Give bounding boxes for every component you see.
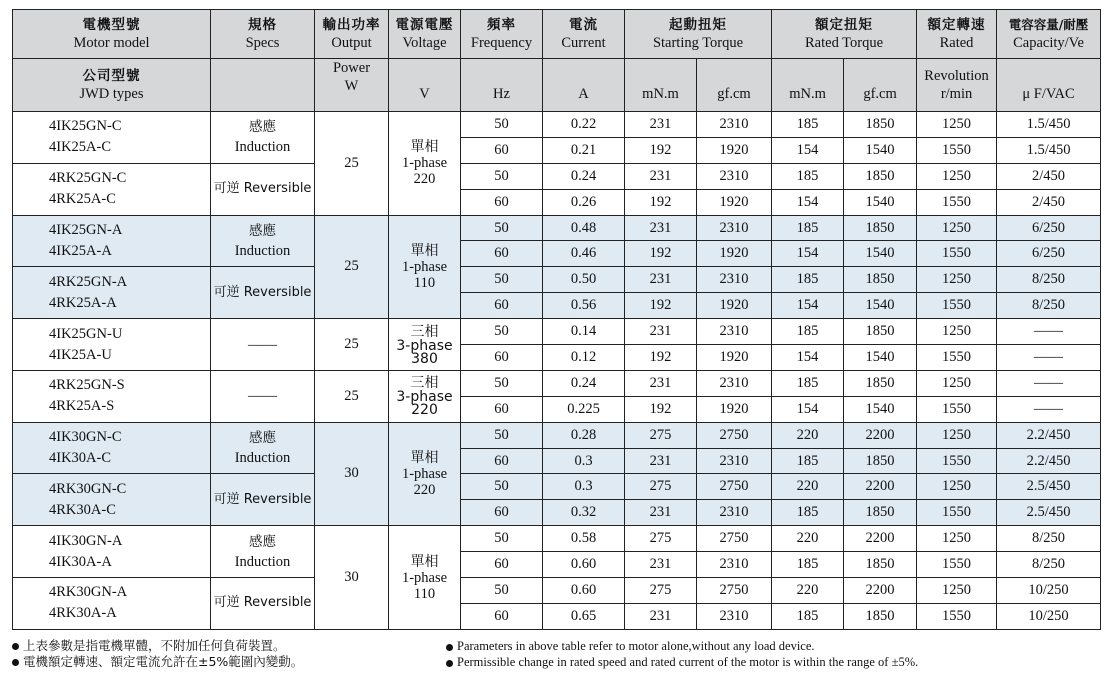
capacity-cell: 8/250: [997, 552, 1101, 578]
rated-speed-cell: 1550: [917, 345, 997, 371]
rated-speed-cell: 1550: [917, 241, 997, 267]
voltage-cn: 三相: [410, 375, 439, 392]
header-specs: 規格 Specs: [211, 10, 315, 59]
frequency-cell: 60: [461, 448, 543, 474]
header-voltage: 電源電壓 Voltage: [389, 10, 461, 59]
note-item: Permissible change in rated speed and rated current of the motor is within the range of ±5%.: [446, 654, 918, 670]
frequency-cell: 50: [461, 112, 543, 138]
capacity-cell: 10/250: [997, 603, 1101, 629]
frequency-cell: 60: [461, 137, 543, 163]
table-row: [13, 163, 1101, 189]
spec-dash: ——: [248, 336, 277, 353]
spec-cn: 感應: [249, 430, 276, 447]
rated-speed-cell: 1550: [917, 396, 997, 422]
frequency-cell: 50: [461, 370, 543, 396]
rated-speed-cell: 1550: [917, 552, 997, 578]
starting-torque-mnm-cell: 231: [625, 370, 697, 396]
rated-torque-gfcm-cell: 2200: [844, 474, 917, 500]
voltage-phase: 1-phase: [401, 569, 448, 586]
spec-en: Induction: [234, 450, 291, 467]
frequency-cell: 50: [461, 474, 543, 500]
rated-torque-mnm-cell: 220: [772, 578, 844, 604]
frequency-cell: 60: [461, 552, 543, 578]
current-cell: 0.3: [543, 474, 625, 500]
power-value: 25: [344, 258, 359, 275]
power-value: 25: [344, 387, 359, 404]
model-name: 4RK25A-C: [49, 191, 116, 208]
frequency-cell: 60: [461, 500, 543, 526]
current-cell: 0.14: [543, 319, 625, 345]
frequency-cell: 50: [461, 267, 543, 293]
current-cell: 0.24: [543, 163, 625, 189]
rated-speed-cell: 1550: [917, 189, 997, 215]
voltage-cn: 單相: [410, 242, 439, 259]
header-current-unit: A: [543, 59, 625, 112]
starting-torque-mnm-cell: 231: [625, 163, 697, 189]
rated-torque-gfcm-cell: 1540: [844, 189, 917, 215]
capacity-cell: 2.2/450: [997, 448, 1101, 474]
model-name: 4IK30GN-A: [49, 532, 123, 549]
frequency-cell: 60: [461, 603, 543, 629]
rated-torque-mnm-cell: 185: [772, 603, 844, 629]
current-cell: 0.60: [543, 578, 625, 604]
starting-torque-gfcm-cell: 2310: [697, 319, 772, 345]
notes-chinese: [12, 638, 303, 670]
header-speed-unit: Revolution r/min: [917, 59, 997, 112]
rated-speed-cell: 1550: [917, 603, 997, 629]
current-cell: 0.50: [543, 267, 625, 293]
current-cell: 0.24: [543, 370, 625, 396]
model-name: 4RK30A-C: [49, 501, 116, 518]
table-row: [13, 370, 1101, 396]
starting-torque-gfcm-cell: 2750: [697, 474, 772, 500]
model-name: 4RK25A-A: [49, 294, 117, 311]
power-cell: [315, 319, 389, 371]
spec-dash: ——: [248, 388, 277, 405]
rated-speed-cell: 1550: [917, 448, 997, 474]
starting-torque-mnm-cell: 275: [625, 578, 697, 604]
current-cell: 0.60: [543, 552, 625, 578]
capacity-cell: 2.5/450: [997, 500, 1101, 526]
starting-torque-mnm-cell: 231: [625, 448, 697, 474]
voltage-phase: 1-phase: [401, 258, 448, 275]
spec-cell: [211, 267, 315, 319]
rated-torque-gfcm-cell: 1850: [844, 370, 917, 396]
current-cell: 0.48: [543, 215, 625, 241]
power-value: 30: [344, 569, 359, 586]
starting-torque-mnm-cell: 192: [625, 345, 697, 371]
rated-torque-gfcm-cell: 1850: [844, 500, 917, 526]
current-cell: 0.26: [543, 189, 625, 215]
table-row: [13, 422, 1101, 448]
header-rated-torque: 額定扭矩 Rated Torque: [772, 10, 917, 59]
spec-cell: [211, 370, 315, 422]
capacity-cell: ——: [997, 319, 1101, 345]
spec-cell: [211, 215, 315, 267]
rated-speed-cell: 1550: [917, 293, 997, 319]
rated-torque-gfcm-cell: 1850: [844, 319, 917, 345]
starting-torque-mnm-cell: 231: [625, 500, 697, 526]
current-cell: 0.21: [543, 137, 625, 163]
rated-torque-mnm-cell: 185: [772, 112, 844, 138]
rated-torque-gfcm-cell: 1540: [844, 293, 917, 319]
frequency-cell: 50: [461, 163, 543, 189]
model-cell: [13, 578, 211, 630]
header-model: 電機型號 Motor model: [13, 10, 211, 59]
rated-torque-gfcm-cell: 2200: [844, 422, 917, 448]
current-cell: 0.46: [543, 241, 625, 267]
rated-speed-cell: 1250: [917, 215, 997, 241]
starting-torque-mnm-cell: 231: [625, 112, 697, 138]
model-cell: [13, 370, 211, 422]
starting-torque-mnm-cell: 231: [625, 215, 697, 241]
model-name: 4IK25GN-C: [49, 118, 122, 135]
rated-torque-mnm-cell: 154: [772, 137, 844, 163]
spec-en: Induction: [234, 139, 291, 156]
rated-torque-mnm-cell: 154: [772, 396, 844, 422]
starting-torque-mnm-cell: 192: [625, 241, 697, 267]
voltage-cell: [389, 215, 461, 319]
starting-torque-gfcm-cell: 2310: [697, 552, 772, 578]
note-item: 電機額定轉速、額定電流允許在±5%範圍內變動。: [12, 654, 303, 670]
spec-reversible: 可逆 Reversible: [213, 595, 312, 611]
starting-torque-gfcm-cell: 1920: [697, 241, 772, 267]
spec-en: Induction: [234, 242, 291, 259]
spec-reversible: 可逆 Reversible: [213, 491, 312, 507]
voltage-value: 110: [413, 274, 436, 291]
spec-cell: [211, 319, 315, 371]
capacity-cell: 2/450: [997, 163, 1101, 189]
starting-torque-gfcm-cell: 2750: [697, 526, 772, 552]
capacity-cell: 6/250: [997, 215, 1101, 241]
header-frequency-unit: Hz: [461, 59, 543, 112]
spec-reversible: 可逆 Reversible: [213, 181, 312, 197]
rated-torque-gfcm-cell: 1850: [844, 603, 917, 629]
frequency-cell: 50: [461, 422, 543, 448]
frequency-cell: 60: [461, 189, 543, 215]
header-capacity-unit: μ F/VAC: [997, 59, 1101, 112]
header-starting-unit-mnm: mN.m: [625, 59, 697, 112]
starting-torque-mnm-cell: 192: [625, 293, 697, 319]
rated-torque-mnm-cell: 154: [772, 189, 844, 215]
current-cell: 0.56: [543, 293, 625, 319]
voltage-value: 220: [413, 481, 436, 498]
header-company: 公司型號 JWD types: [13, 59, 211, 112]
frequency-cell: 60: [461, 345, 543, 371]
starting-torque-mnm-cell: 275: [625, 526, 697, 552]
model-name: 4IK30A-A: [49, 553, 112, 570]
starting-torque-mnm-cell: 192: [625, 396, 697, 422]
rated-torque-gfcm-cell: 1540: [844, 345, 917, 371]
starting-torque-gfcm-cell: 2750: [697, 422, 772, 448]
rated-torque-mnm-cell: 185: [772, 163, 844, 189]
header-rated-unit-gfcm: gf.cm: [844, 59, 917, 112]
model-name: 4IK30A-C: [49, 450, 112, 467]
starting-torque-gfcm-cell: 2310: [697, 215, 772, 241]
current-cell: 0.12: [543, 345, 625, 371]
current-cell: 0.65: [543, 603, 625, 629]
model-name: 4RK25GN-S: [49, 377, 125, 394]
table-row: [13, 526, 1101, 552]
rated-speed-cell: 1550: [917, 500, 997, 526]
capacity-cell: 8/250: [997, 267, 1101, 293]
voltage-phase: 3-phase: [396, 337, 453, 354]
frequency-cell: 50: [461, 578, 543, 604]
voltage-cn: 單相: [410, 553, 439, 570]
starting-torque-gfcm-cell: 1920: [697, 293, 772, 319]
starting-torque-mnm-cell: 231: [625, 267, 697, 293]
rated-torque-gfcm-cell: 1850: [844, 215, 917, 241]
table-row: [13, 319, 1101, 345]
starting-torque-gfcm-cell: 2310: [697, 500, 772, 526]
rated-torque-mnm-cell: 220: [772, 526, 844, 552]
voltage-value: 380: [411, 350, 438, 367]
header-starting-torque: 起動扭矩 Starting Torque: [625, 10, 772, 59]
rated-torque-mnm-cell: 220: [772, 474, 844, 500]
bullet-icon: [12, 643, 19, 650]
starting-torque-gfcm-cell: 1920: [697, 189, 772, 215]
table-header: [13, 10, 1101, 112]
frequency-cell: 60: [461, 241, 543, 267]
rated-torque-gfcm-cell: 1850: [844, 448, 917, 474]
current-cell: 0.22: [543, 112, 625, 138]
motor-spec-table: [12, 9, 1101, 630]
model-name: 4RK25A-S: [49, 398, 115, 415]
voltage-cn: 單相: [410, 449, 439, 466]
voltage-phase: 1-phase: [401, 155, 448, 172]
rated-torque-mnm-cell: 185: [772, 448, 844, 474]
rated-torque-gfcm-cell: 1850: [844, 163, 917, 189]
current-cell: 0.3: [543, 448, 625, 474]
starting-torque-gfcm-cell: 2310: [697, 603, 772, 629]
rated-torque-gfcm-cell: 1850: [844, 552, 917, 578]
rated-torque-mnm-cell: 154: [772, 241, 844, 267]
capacity-cell: 2.2/450: [997, 422, 1101, 448]
bullet-icon: [446, 644, 453, 651]
rated-torque-mnm-cell: 185: [772, 215, 844, 241]
capacity-cell: 2/450: [997, 189, 1101, 215]
starting-torque-mnm-cell: 231: [625, 319, 697, 345]
voltage-cn: 三相: [410, 323, 439, 340]
model-cell: [13, 319, 211, 371]
starting-torque-mnm-cell: 275: [625, 422, 697, 448]
rated-speed-cell: 1250: [917, 163, 997, 189]
rated-torque-mnm-cell: 185: [772, 267, 844, 293]
model-name: 4IK25A-A: [49, 242, 112, 259]
rated-torque-mnm-cell: 185: [772, 370, 844, 396]
voltage-value: 110: [413, 585, 436, 602]
table-body: [13, 112, 1101, 630]
rated-speed-cell: 1250: [917, 112, 997, 138]
rated-speed-cell: 1250: [917, 474, 997, 500]
voltage-cell: [389, 112, 461, 216]
capacity-cell: 1.5/450: [997, 137, 1101, 163]
voltage-value: 220: [413, 171, 436, 188]
voltage-value: 220: [411, 402, 438, 419]
power-cell: [315, 112, 389, 216]
header-rated-speed: 額定轉速 Rated: [917, 10, 997, 59]
starting-torque-mnm-cell: 231: [625, 552, 697, 578]
voltage-cell: [389, 526, 461, 630]
power-cell: [315, 422, 389, 526]
model-cell: [13, 163, 211, 215]
rated-torque-gfcm-cell: 1850: [844, 112, 917, 138]
table-row: [13, 215, 1101, 241]
current-cell: 0.225: [543, 396, 625, 422]
frequency-cell: 60: [461, 396, 543, 422]
capacity-cell: 8/250: [997, 293, 1101, 319]
rated-torque-mnm-cell: 185: [772, 552, 844, 578]
current-cell: 0.32: [543, 500, 625, 526]
header-output-unit: Power W: [315, 59, 389, 112]
rated-speed-cell: 1250: [917, 422, 997, 448]
spec-cn: 感應: [249, 222, 276, 239]
header-frequency: 頻率 Frequency: [461, 10, 543, 59]
starting-torque-gfcm-cell: 1920: [697, 345, 772, 371]
rated-torque-gfcm-cell: 1540: [844, 396, 917, 422]
note-item: 上表參數是指電機單體，不附加任何負荷裝置。: [12, 638, 303, 654]
frequency-cell: 50: [461, 215, 543, 241]
model-name: 4RK30GN-C: [49, 480, 127, 497]
rated-torque-gfcm-cell: 1540: [844, 137, 917, 163]
rated-torque-mnm-cell: 220: [772, 422, 844, 448]
header-output: 輸出功率 Output: [315, 10, 389, 59]
model-name: 4RK30A-A: [49, 605, 117, 622]
header-voltage-unit: V: [389, 59, 461, 112]
voltage-cell: [389, 370, 461, 422]
model-name: 4RK25GN-A: [49, 273, 128, 290]
power-value: 25: [344, 336, 359, 353]
rated-speed-cell: 1250: [917, 578, 997, 604]
spec-cn: 感應: [249, 119, 276, 136]
model-name: 4IK25GN-A: [49, 221, 123, 238]
model-name: 4RK30GN-A: [49, 584, 128, 601]
table-row: [13, 474, 1101, 500]
starting-torque-mnm-cell: 192: [625, 137, 697, 163]
capacity-cell: 8/250: [997, 526, 1101, 552]
header-specs-blank: [211, 59, 315, 112]
model-name: 4IK30GN-C: [49, 429, 122, 446]
current-cell: 0.58: [543, 526, 625, 552]
capacity-cell: 2.5/450: [997, 474, 1101, 500]
spec-cell: [211, 163, 315, 215]
model-cell: [13, 112, 211, 164]
starting-torque-gfcm-cell: 2310: [697, 448, 772, 474]
spec-cell: [211, 422, 315, 474]
rated-speed-cell: 1250: [917, 319, 997, 345]
capacity-cell: ——: [997, 370, 1101, 396]
starting-torque-mnm-cell: 231: [625, 603, 697, 629]
notes-english: [446, 638, 918, 670]
frequency-cell: 50: [461, 319, 543, 345]
model-cell: [13, 422, 211, 474]
rated-speed-cell: 1250: [917, 370, 997, 396]
note-item: Parameters in above table refer to motor alone,without any load device.: [446, 638, 918, 654]
starting-torque-mnm-cell: 192: [625, 189, 697, 215]
power-cell: [315, 370, 389, 422]
header-capacity: 電容容量/耐壓 Capacity/Ve: [997, 10, 1101, 59]
model-name: 4RK25GN-C: [49, 170, 127, 187]
current-cell: 0.28: [543, 422, 625, 448]
table-row: [13, 578, 1101, 604]
model-name: 4IK25A-C: [49, 139, 112, 156]
table-row: [13, 112, 1101, 138]
starting-torque-gfcm-cell: 2310: [697, 112, 772, 138]
spec-reversible: 可逆 Reversible: [213, 284, 312, 300]
bullet-icon: [12, 659, 19, 666]
voltage-cell: [389, 422, 461, 526]
starting-torque-gfcm-cell: 2310: [697, 267, 772, 293]
capacity-cell: ——: [997, 396, 1101, 422]
model-cell: [13, 267, 211, 319]
spec-cn: 感應: [249, 533, 276, 550]
starting-torque-gfcm-cell: 2750: [697, 578, 772, 604]
voltage-phase: 3-phase: [396, 389, 453, 406]
table-row: [13, 267, 1101, 293]
spec-en: Induction: [234, 553, 291, 570]
spec-cell: [211, 112, 315, 164]
capacity-cell: 6/250: [997, 241, 1101, 267]
rated-torque-mnm-cell: 154: [772, 345, 844, 371]
model-cell: [13, 215, 211, 267]
rated-torque-mnm-cell: 185: [772, 319, 844, 345]
starting-torque-mnm-cell: 275: [625, 474, 697, 500]
rated-torque-mnm-cell: 185: [772, 500, 844, 526]
frequency-cell: 60: [461, 293, 543, 319]
model-name: 4IK25A-U: [49, 346, 112, 363]
capacity-cell: ——: [997, 345, 1101, 371]
model-cell: [13, 526, 211, 578]
voltage-cn: 單相: [410, 139, 439, 156]
header-starting-unit-gfcm: gf.cm: [697, 59, 772, 112]
spec-cell: [211, 578, 315, 630]
capacity-cell: 1.5/450: [997, 112, 1101, 138]
voltage-phase: 1-phase: [401, 465, 448, 482]
power-value: 30: [344, 465, 359, 482]
header-rated-unit-mnm: mN.m: [772, 59, 844, 112]
rated-torque-gfcm-cell: 2200: [844, 578, 917, 604]
bullet-icon: [446, 660, 453, 667]
rated-torque-mnm-cell: 154: [772, 293, 844, 319]
voltage-cell: [389, 319, 461, 371]
frequency-cell: 50: [461, 526, 543, 552]
rated-torque-gfcm-cell: 1850: [844, 267, 917, 293]
power-cell: [315, 215, 389, 319]
spec-cell: [211, 526, 315, 578]
rated-speed-cell: 1250: [917, 267, 997, 293]
model-name: 4IK25GN-U: [49, 325, 123, 342]
starting-torque-gfcm-cell: 1920: [697, 396, 772, 422]
capacity-cell: 10/250: [997, 578, 1101, 604]
rated-speed-cell: 1550: [917, 137, 997, 163]
rated-torque-gfcm-cell: 2200: [844, 526, 917, 552]
header-current: 電流 Current: [543, 10, 625, 59]
starting-torque-gfcm-cell: 2310: [697, 163, 772, 189]
spec-cell: [211, 474, 315, 526]
power-cell: [315, 526, 389, 630]
starting-torque-gfcm-cell: 2310: [697, 370, 772, 396]
starting-torque-gfcm-cell: 1920: [697, 137, 772, 163]
model-cell: [13, 474, 211, 526]
power-value: 25: [344, 154, 359, 171]
rated-torque-gfcm-cell: 1540: [844, 241, 917, 267]
rated-speed-cell: 1250: [917, 526, 997, 552]
